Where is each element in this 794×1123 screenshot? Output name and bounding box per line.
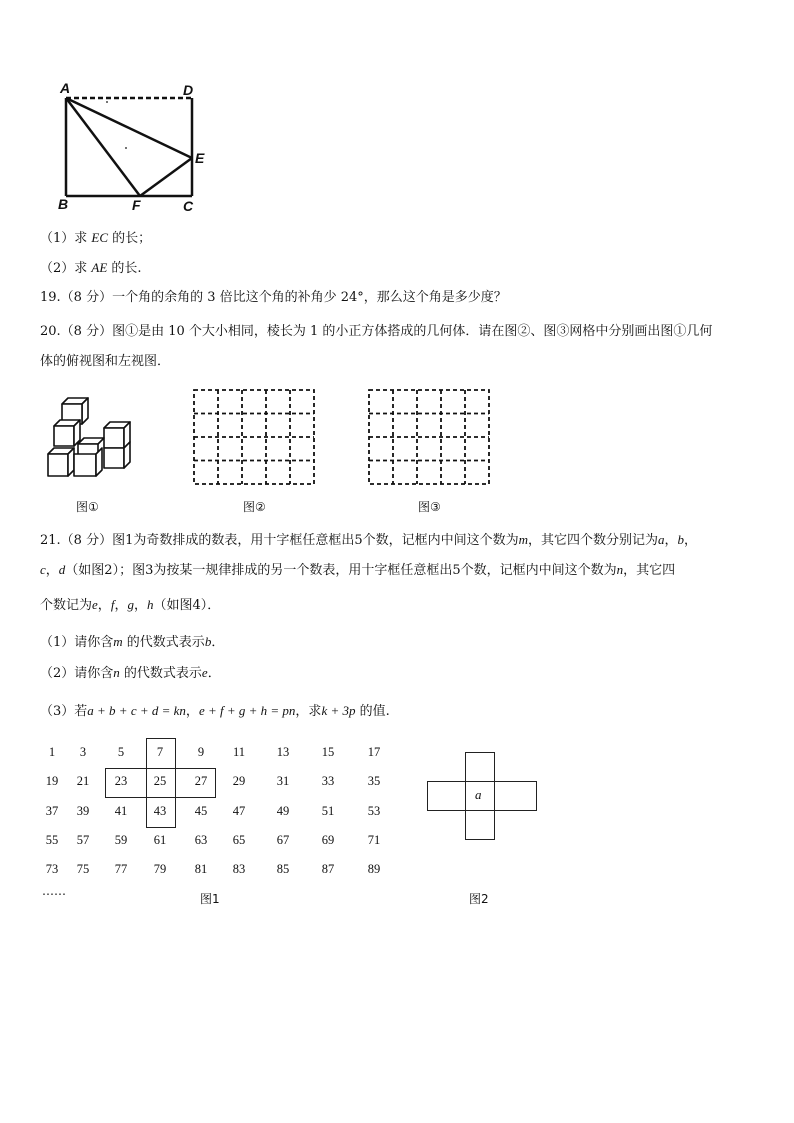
cross-center-label: a: [475, 787, 482, 802]
q18-sub1: （1）求 EC 的长；: [40, 230, 152, 246]
table-cell: 71: [367, 833, 381, 847]
point-label-d: D: [183, 82, 194, 98]
caption-fig2: 图②: [243, 500, 266, 514]
table-cell: 33: [321, 774, 335, 788]
table-cell: 81: [194, 862, 208, 876]
table-cell: 85: [276, 862, 290, 876]
table-cell: 3: [79, 745, 87, 759]
caption-cross-fig2: 图2: [469, 892, 489, 906]
table-cell: 73: [45, 862, 59, 876]
table-cell: 37: [45, 804, 59, 818]
dashed-grid-fig3: [367, 388, 491, 486]
table-cell: 67: [276, 833, 290, 847]
table-cell: 55: [45, 833, 59, 847]
table-cell: 21: [76, 774, 90, 788]
table-cell: 35: [367, 774, 381, 788]
caption-fig1: 图①: [76, 500, 99, 514]
question-20-line1: 20.（8 分）图①是由 10 个大小相同，棱长为 1 的小正方体搭成的几何体．请在图②、图③网格中分别画出图①几何: [40, 324, 713, 339]
q18-sub2: （2）求 AE 的长.: [40, 260, 142, 276]
point-label-e: E: [195, 150, 205, 166]
question-21-sub3: （3）若a + b + c + d = kn，e + f + g + h = pn，求k + 3p 的值.: [40, 703, 390, 719]
caption-fig3: 图③: [418, 500, 441, 514]
table-cell: 17: [367, 745, 381, 759]
table-cell: 15: [321, 745, 335, 759]
caption-table-fig1: 图1: [200, 892, 220, 906]
table-cell: 1: [48, 745, 56, 759]
table-cell: 59: [114, 833, 128, 847]
table-cell: 51: [321, 804, 335, 818]
table-cell: 23: [114, 774, 128, 788]
table-cell: 45: [194, 804, 208, 818]
table-cell: 41: [114, 804, 128, 818]
question-19: 19.（8 分）一个角的余角的 3 倍比这个角的补角少 24°，那么这个角是多少度？: [40, 290, 507, 305]
table-cell: 75: [76, 862, 90, 876]
question-20-line2: 体的俯视图和左视图．: [40, 354, 171, 369]
table-cell: 7: [156, 745, 164, 759]
dashed-grid-fig2: [192, 388, 316, 486]
table-cell: 57: [76, 833, 90, 847]
cross-figure-horizontal: [427, 781, 537, 811]
table-cell: 77: [114, 862, 128, 876]
table-cell: 87: [321, 862, 335, 876]
question-21-sub1: （1）请你含m 的代数式表示b．: [40, 634, 225, 650]
table-cell: 13: [276, 745, 290, 759]
cube-stack-figure: [42, 396, 134, 484]
table-cell: 53: [367, 804, 381, 818]
table-cell: 31: [276, 774, 290, 788]
table-cell: 69: [321, 833, 335, 847]
table-ellipsis: ……: [42, 884, 66, 898]
table-cell: 43: [153, 804, 167, 818]
table-cell: 5: [117, 745, 125, 759]
table-cell: 61: [153, 833, 167, 847]
table-cell: 83: [232, 862, 246, 876]
table-cell: 79: [153, 862, 167, 876]
table-cell: 47: [232, 804, 246, 818]
point-label-c: C: [183, 198, 194, 214]
table-cell: 29: [232, 774, 246, 788]
point-label-a: A: [60, 80, 71, 96]
table-cell: 9: [197, 745, 205, 759]
table-cell: 19: [45, 774, 59, 788]
table-cell: 11: [232, 745, 246, 759]
question-21-line1: 21.（8 分）图1为奇数排成的数表，用十字框任意框出5个数，记框内中间这个数为m，其它四个数分别记为a，b，: [40, 532, 698, 548]
question-21-sub2: （2）请你含n 的代数式表示e．: [40, 665, 221, 681]
question-21-line2: c，d（如图2）；图3为按某一规律排成的另一个数表，用十字框任意框出5个数，记框内中间这个数为n，其它四: [40, 562, 676, 578]
table-cell: 63: [194, 833, 208, 847]
point-label-b: B: [58, 196, 69, 212]
question-21-line3: 个数记为e，f，g，h（如图4）．: [40, 597, 221, 613]
table-cell: 89: [367, 862, 381, 876]
table-cell: 25: [153, 774, 167, 788]
table-cell: 49: [276, 804, 290, 818]
cross-frame-horizontal: [105, 768, 216, 798]
table-cell: 39: [76, 804, 90, 818]
table-cell: 65: [232, 833, 246, 847]
point-label-f: F: [132, 197, 141, 213]
table-cell: 27: [194, 774, 208, 788]
